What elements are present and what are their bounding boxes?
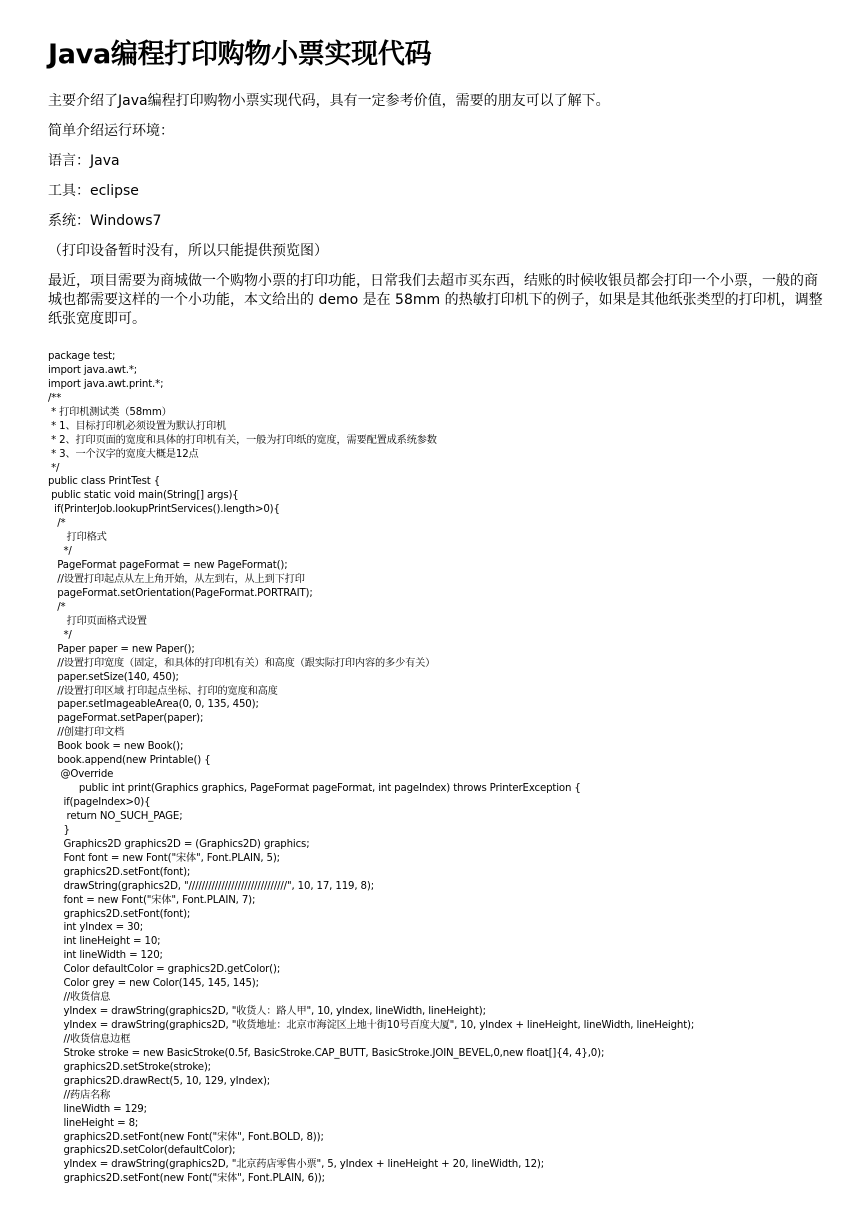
- code-line: int lineHeight = 10;: [48, 936, 161, 948]
- code-line: drawString(graphics2D, "//////////////////////////////", 10, 17, 119, 8);: [48, 880, 374, 892]
- code-line: Font font = new Font("宋体", Font.PLAIN, 5);: [48, 852, 280, 864]
- code-line: }: [48, 824, 70, 836]
- code-line: import java.awt.*;: [48, 364, 138, 376]
- code-line: //设置打印区域 打印起点坐标、打印的宽度和高度: [48, 685, 278, 697]
- code-line: if(pageIndex>0){: [48, 797, 151, 808]
- code-line: @Override: [48, 769, 114, 781]
- code-line: */: [48, 462, 60, 474]
- code-line: /*: [48, 601, 66, 613]
- code-line: * 2、打印页面的宽度和具体的打印机有关，一般为打印纸的宽度，需要配置成系统参数: [48, 434, 437, 446]
- code-line: Paper paper = new Paper();: [48, 643, 195, 655]
- code-line: pageFormat.setPaper(paper);: [48, 713, 204, 725]
- code-line: return NO_SUCH_PAGE;: [48, 810, 183, 822]
- code-line: * 1、目标打印机必须设置为默认打印机: [48, 420, 227, 432]
- code-line: * 3、一个汉字的宽度大概是12点: [48, 448, 199, 460]
- code-line: graphics2D.setFont(new Font("宋体", Font.PLAIN, 6));: [48, 1173, 325, 1185]
- code-line: paper.setImageableArea(0, 0, 135, 450);: [48, 699, 259, 711]
- code-line: /*: [48, 518, 66, 530]
- code-line: //设置打印宽度（固定，和具体的打印机有关）和高度（跟实际打印内容的多少有关）: [48, 657, 436, 669]
- code-line: * 打印机测试类（58mm）: [48, 406, 172, 418]
- code-line: if(PrinterJob.lookupPrintServices().length>0){: [48, 504, 280, 516]
- env-heading: 简单介绍运行环境：: [48, 123, 174, 139]
- code-line: */: [48, 629, 72, 641]
- note-line: （打印设备暂时没有，所以只能提供预览图）: [48, 243, 328, 259]
- description-paragraph: 最近，项目需要为商城做一个购物小票的打印功能，日常我们去超市买东西，结账的时候收银员都会打印一个小票，一般的商城也都需要这样的一个小功能，本文给出的 demo 是在 58mm 的热敏打印机下的例子，如果是其他纸张类型的打印机，调整纸张宽度即可。: [48, 273, 823, 327]
- code-line: public static void main(String[] args){: [48, 490, 239, 502]
- code-line: Color defaultColor = graphics2D.getColor();: [48, 964, 281, 976]
- code-line: int lineWidth = 120;: [48, 950, 163, 962]
- code-line: graphics2D.drawRect(5, 10, 129, yIndex);: [48, 1075, 271, 1087]
- code-line: paper.setSize(140, 450);: [48, 671, 179, 683]
- code-line: graphics2D.setFont(new Font("宋体", Font.BOLD, 8));: [48, 1131, 324, 1143]
- code-block: [48, 350, 828, 1186]
- code-line: graphics2D.setFont(font);: [48, 866, 191, 878]
- code-line: Stroke stroke = new BasicStroke(0.5f, BasicStroke.CAP_BUTT, BasicStroke.JOIN_BEVEL,0,new float[]{4, 4},0);: [48, 1047, 605, 1059]
- code-line: Book book = new Book();: [48, 741, 184, 753]
- code-line: lineHeight = 8;: [48, 1117, 139, 1129]
- code-line: import java.awt.print.*;: [48, 378, 164, 390]
- code-line: //收货信息: [48, 992, 111, 1004]
- code-line: Graphics2D graphics2D = (Graphics2D) graphics;: [48, 838, 310, 850]
- tool-line: 工具：eclipse: [48, 183, 139, 199]
- intro-paragraph: 主要介绍了Java编程打印购物小票实现代码，具有一定参考价值，需要的朋友可以了解下。: [48, 93, 610, 109]
- code-line: book.append(new Printable() {: [48, 755, 211, 767]
- code-line: yIndex = drawString(graphics2D, "收货人：路人甲", 10, yIndex, lineWidth, lineHeight);: [48, 1006, 486, 1018]
- code-line: PageFormat pageFormat = new PageFormat();: [48, 560, 288, 572]
- code-line: font = new Font("宋体", Font.PLAIN, 7);: [48, 894, 256, 906]
- code-line: lineWidth = 129;: [48, 1103, 147, 1115]
- code-line: //药店名称: [48, 1089, 111, 1101]
- code-line: //收货信息边框: [48, 1033, 131, 1045]
- code-line: Color grey = new Color(145, 145, 145);: [48, 978, 259, 990]
- code-line: graphics2D.setFont(font);: [48, 908, 191, 920]
- system-line: 系统：Windows7: [48, 213, 162, 229]
- article: [48, 36, 828, 1186]
- code-line: 打印格式: [48, 532, 107, 544]
- code-line: //设置打印起点从左上角开始，从左到右，从上到下打印: [48, 574, 305, 585]
- code-line: yIndex = drawString(graphics2D, "北京药店零售小票", 5, yIndex + lineHeight + 20, lineWidth, 12);: [48, 1159, 545, 1171]
- code-line: pageFormat.setOrientation(PageFormat.PORTRAIT);: [48, 587, 313, 599]
- code-line: package test;: [48, 351, 116, 362]
- code-line: */: [48, 546, 72, 558]
- page-title: Java编程打印购物小票实现代码: [48, 39, 432, 70]
- language-line: 语言：Java: [48, 153, 120, 169]
- code-line: yIndex = drawString(graphics2D, "收货地址：北京市海淀区上地十街10号百度大厦", 10, yIndex + lineHeight, lineWidth, lineHeight);: [48, 1020, 695, 1031]
- code-line: public class PrintTest {: [48, 476, 161, 488]
- code-line: 打印页面格式设置: [48, 615, 147, 627]
- code-line: public int print(Graphics graphics, PageFormat pageFormat, int pageIndex) throws PrinterException {: [48, 783, 581, 795]
- code-line: /**: [48, 392, 62, 404]
- code-line: graphics2D.setStroke(stroke);: [48, 1061, 211, 1073]
- code-line: //创建打印文档: [48, 727, 125, 739]
- code-line: graphics2D.setColor(defaultColor);: [48, 1145, 236, 1157]
- code-line: int yIndex = 30;: [48, 922, 144, 934]
